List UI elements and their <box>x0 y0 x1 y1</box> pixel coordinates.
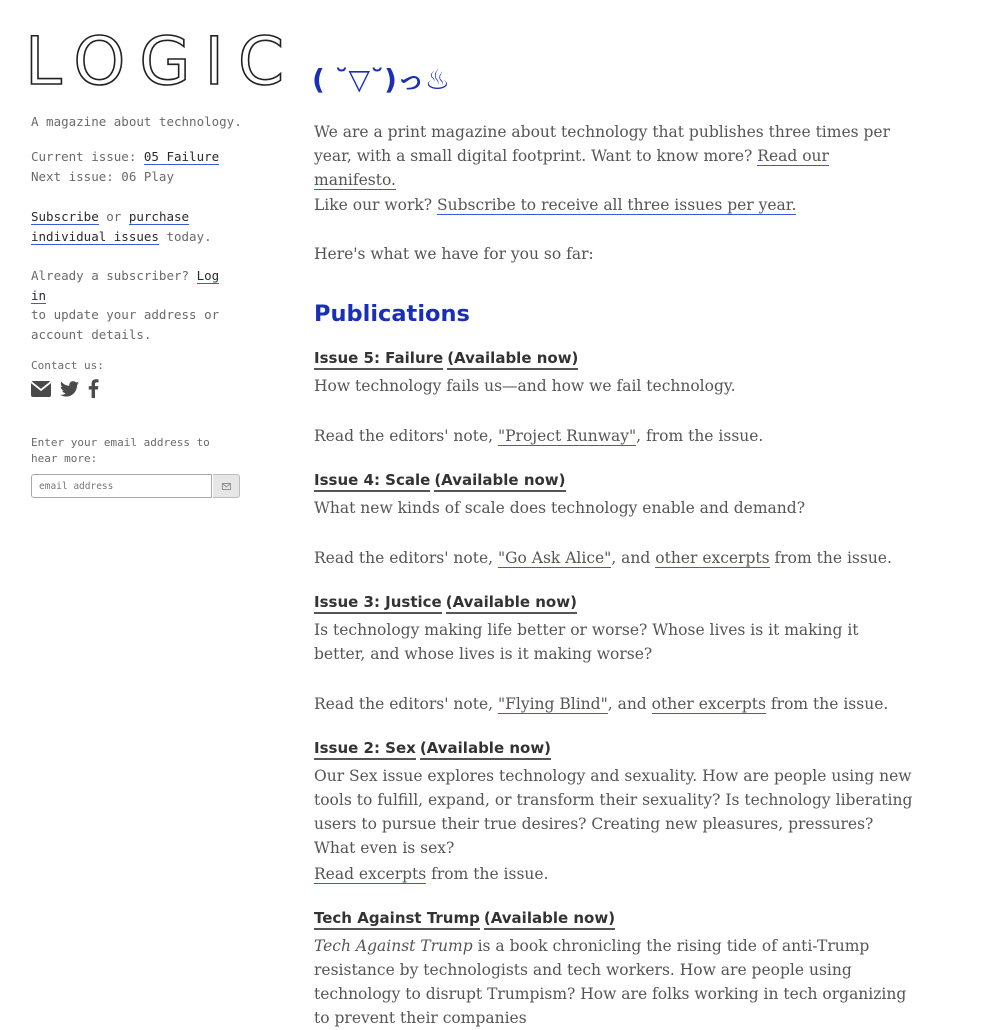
manifesto-link[interactable]: Read our manifesto. <box>314 147 829 189</box>
note-suffix: from the issue. <box>769 549 892 567</box>
subscribe-link[interactable]: Subscribe to receive all three issues per year. <box>437 196 797 214</box>
issue-3-link[interactable]: Issue 3: Justice <box>314 593 442 614</box>
email-submit-button[interactable] <box>213 474 240 498</box>
issue-2-excerpts-link[interactable]: Read excerpts <box>314 865 427 883</box>
intro-text: We are a print magazine about technology that publishes three times per year, with a small digital footprint. Want to know more? <box>314 123 891 165</box>
login-block <box>31 266 241 344</box>
note-prefix: Read the editors' note, <box>314 427 498 445</box>
today-text: today. <box>158 228 212 244</box>
so-far-text: Here's what we have for you so far: <box>314 245 594 263</box>
issue-4-excerpts-link[interactable]: other excerpts <box>655 549 770 567</box>
purchase-link[interactable]: purchase <box>128 209 190 224</box>
book-description: is a book chronicling the rising tide of anti-Trump resistance by technologists and tech workers. How are people using technology to disrupt Trumpism? How are folks working in tech organizing to prevent their companies <box>314 937 907 1027</box>
subscribe-block <box>31 207 241 246</box>
issue-3-available-link[interactable]: (Available now) <box>446 593 577 614</box>
envelope-icon[interactable] <box>31 381 51 403</box>
issue-3-excerpts-link[interactable]: other excerpts <box>651 695 766 713</box>
issue-5-link[interactable]: Issue 5: Failure <box>314 349 443 370</box>
issue-2-link[interactable]: Issue 2: Sex <box>314 739 416 760</box>
current-issue-link[interactable]: 05 Failure <box>143 149 220 164</box>
publications-heading: Publications <box>314 301 470 327</box>
issue-5-note <box>314 424 914 448</box>
intro-paragraph <box>314 120 914 192</box>
flying-blind-link[interactable]: "Flying Blind" <box>497 695 608 713</box>
email-signup-form <box>31 474 240 498</box>
login-rest-1: to update your address or <box>31 307 220 322</box>
issue-4-note <box>314 546 914 570</box>
twitter-icon[interactable] <box>60 381 79 403</box>
or-text: or <box>98 209 129 224</box>
email-label: Enter your email address to hear more: <box>31 436 210 465</box>
go-ask-alice-link[interactable]: "Go Ask Alice" <box>497 549 612 567</box>
book-title-italic: Tech Against Trump <box>314 937 473 955</box>
note-prefix: Read the editors' note, <box>314 549 498 567</box>
publication-title <box>314 591 577 613</box>
social-links <box>31 379 99 404</box>
issue-5-description: How technology fails us—and how we fail technology. <box>314 377 736 395</box>
note-suffix: , from the issue. <box>636 427 764 445</box>
note-prefix: Read the editors' note, <box>314 695 498 713</box>
email-field[interactable] <box>31 474 212 498</box>
kaomoji-heading: ( ˘▽˘)っ♨ <box>312 63 450 96</box>
publication-title <box>314 737 551 759</box>
issue-4-link[interactable]: Issue 4: Scale <box>314 471 430 492</box>
issue-3-note <box>314 692 914 716</box>
issue-2-note <box>314 862 914 886</box>
issue-info <box>31 147 219 186</box>
individual-issues-link[interactable]: individual issues <box>31 228 159 244</box>
note-suffix: from the issue. <box>426 865 549 883</box>
issue-5-available-link[interactable]: (Available now) <box>447 349 578 370</box>
issue-2-description: Our Sex issue explores technology and sexuality. How are people using new tools to fulfill, expand, or transform their sexuality? Is technology liberating users to pursue their true desires? Creating new pleasures, pressures? What even is sex? <box>314 767 913 857</box>
facebook-icon[interactable] <box>88 379 99 404</box>
sidebar-subscribe-link[interactable]: Subscribe <box>31 209 99 224</box>
like-paragraph <box>314 193 914 217</box>
tagline: A magazine about technology. <box>31 114 242 129</box>
tech-against-trump-available-link[interactable]: (Available now) <box>484 909 615 930</box>
login-link[interactable]: Log in <box>31 268 220 303</box>
issue-4-available-link[interactable]: (Available now) <box>434 471 565 492</box>
issue-4-description: What new kinds of scale does technology enable and demand? <box>314 499 806 517</box>
publication-title <box>314 907 615 929</box>
login-rest-2: account details. <box>31 326 152 342</box>
current-issue-label: Current issue: <box>31 149 144 164</box>
tech-against-trump-description <box>314 934 914 1030</box>
issue-2-available-link[interactable]: (Available now) <box>420 739 551 760</box>
already-subscriber-text: Already a subscriber? <box>31 268 197 283</box>
envelope-icon <box>222 476 231 496</box>
logic-logo[interactable]: LOGIC <box>25 23 299 100</box>
contact-label: Contact us: <box>31 359 104 372</box>
next-issue: Next issue: 06 Play <box>31 168 174 184</box>
publication-title <box>314 469 566 491</box>
like-text: Like our work? <box>314 196 438 214</box>
issue-3-description: Is technology making life better or worse? Whose lives is it making it better, and whose lives is it making worse? <box>314 621 859 663</box>
note-mid: , and <box>611 549 656 567</box>
note-suffix: from the issue. <box>766 695 889 713</box>
tech-against-trump-link[interactable]: Tech Against Trump <box>314 909 480 930</box>
publication-title <box>314 347 578 369</box>
note-mid: , and <box>607 695 652 713</box>
project-runway-link[interactable]: "Project Runway" <box>497 427 637 445</box>
